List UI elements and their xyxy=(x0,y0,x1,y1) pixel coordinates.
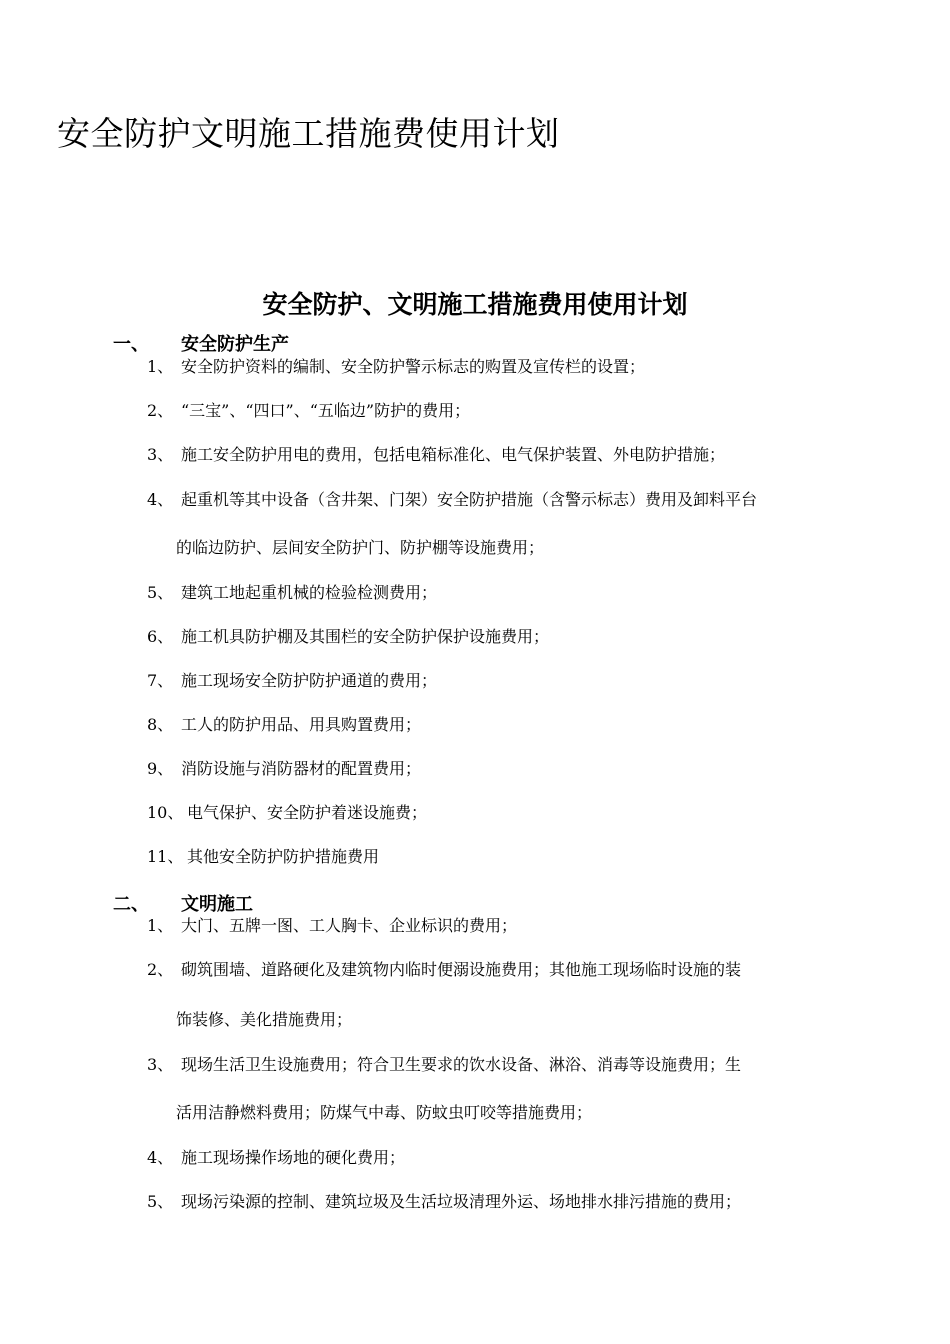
item-number: 2、 xyxy=(147,960,174,979)
item-number: 5、 xyxy=(147,1192,174,1211)
item-number: 6、 xyxy=(147,627,174,646)
item-text: 施工机具防护棚及其围栏的安全防护保护设施费用； xyxy=(181,627,550,646)
item-text: 起重机等其中设备（含井架、门架）安全防护措施（含警示标志）费用及卸料平台 xyxy=(181,490,758,509)
section-number: 一、 xyxy=(113,334,149,355)
item-text: 现场污染源的控制、建筑垃圾及生活垃圾清理外运、场地排水排污措施的费用； xyxy=(181,1192,742,1211)
item-continuation: 活用洁静燃料费用；防煤气中毒、防蚊虫叮咬等措施费用； xyxy=(176,1103,593,1122)
item-number: 1、 xyxy=(147,916,174,935)
item-number: 1、 xyxy=(147,357,174,376)
item-text: 砌筑围墙、道路硬化及建筑物内临时便溺设施费用；其他施工现场临时设施的装 xyxy=(181,960,742,979)
item-text: 现场生活卫生设施费用；符合卫生要求的饮水设备、淋浴、消毒等设施费用；生 xyxy=(181,1055,742,1074)
item-text: 施工现场操作场地的硬化费用； xyxy=(181,1148,406,1167)
item-number: 3、 xyxy=(147,445,174,464)
item-text: “三宝”、“四口”、“五临边”防护的费用； xyxy=(181,401,471,420)
item-text: 工人的防护用品、用具购置费用； xyxy=(181,715,422,734)
item-text: 建筑工地起重机械的检验检测费用； xyxy=(181,583,438,602)
section-heading-civilized xyxy=(113,890,253,916)
item-number: 8、 xyxy=(147,715,174,734)
item-number: 11、 xyxy=(147,847,184,866)
item-text: 消防设施与消防器材的配置费用； xyxy=(181,759,422,778)
section-heading-safety xyxy=(113,330,289,356)
item-text: 施工现场安全防护防护通道的费用； xyxy=(181,671,438,690)
item-text: 大门、五牌一图、工人胸卡、企业标识的费用； xyxy=(181,916,518,935)
item-number: 5、 xyxy=(147,583,174,602)
item-number: 10、 xyxy=(147,803,184,822)
item-continuation: 饰装修、美化措施费用； xyxy=(176,1010,353,1029)
item-number: 7、 xyxy=(147,671,174,690)
item-number: 4、 xyxy=(147,490,174,509)
section-title: 安全防护生产 xyxy=(181,334,289,355)
item-text: 电气保护、安全防护着迷设施费； xyxy=(187,803,428,822)
section-number: 二、 xyxy=(113,894,149,915)
item-number: 3、 xyxy=(147,1055,174,1074)
item-continuation: 的临边防护、层间安全防护门、防护棚等设施费用； xyxy=(176,538,545,557)
main-heading: 安全防护、文明施工措施费用使用计划 xyxy=(262,290,688,319)
section-title: 文明施工 xyxy=(181,894,253,915)
item-text: 施工安全防护用电的费用，包括电箱标准化、电气保护装置、外电防护措施； xyxy=(181,445,726,464)
document-title: 安全防护文明施工措施费使用计划 xyxy=(57,114,560,153)
item-number: 2、 xyxy=(147,401,174,420)
item-number: 4、 xyxy=(147,1148,174,1167)
item-number: 9、 xyxy=(147,759,174,778)
item-text: 安全防护资料的编制、安全防护警示标志的购置及宣传栏的设置； xyxy=(181,357,646,376)
item-text: 其他安全防护防护措施费用 xyxy=(187,847,380,866)
